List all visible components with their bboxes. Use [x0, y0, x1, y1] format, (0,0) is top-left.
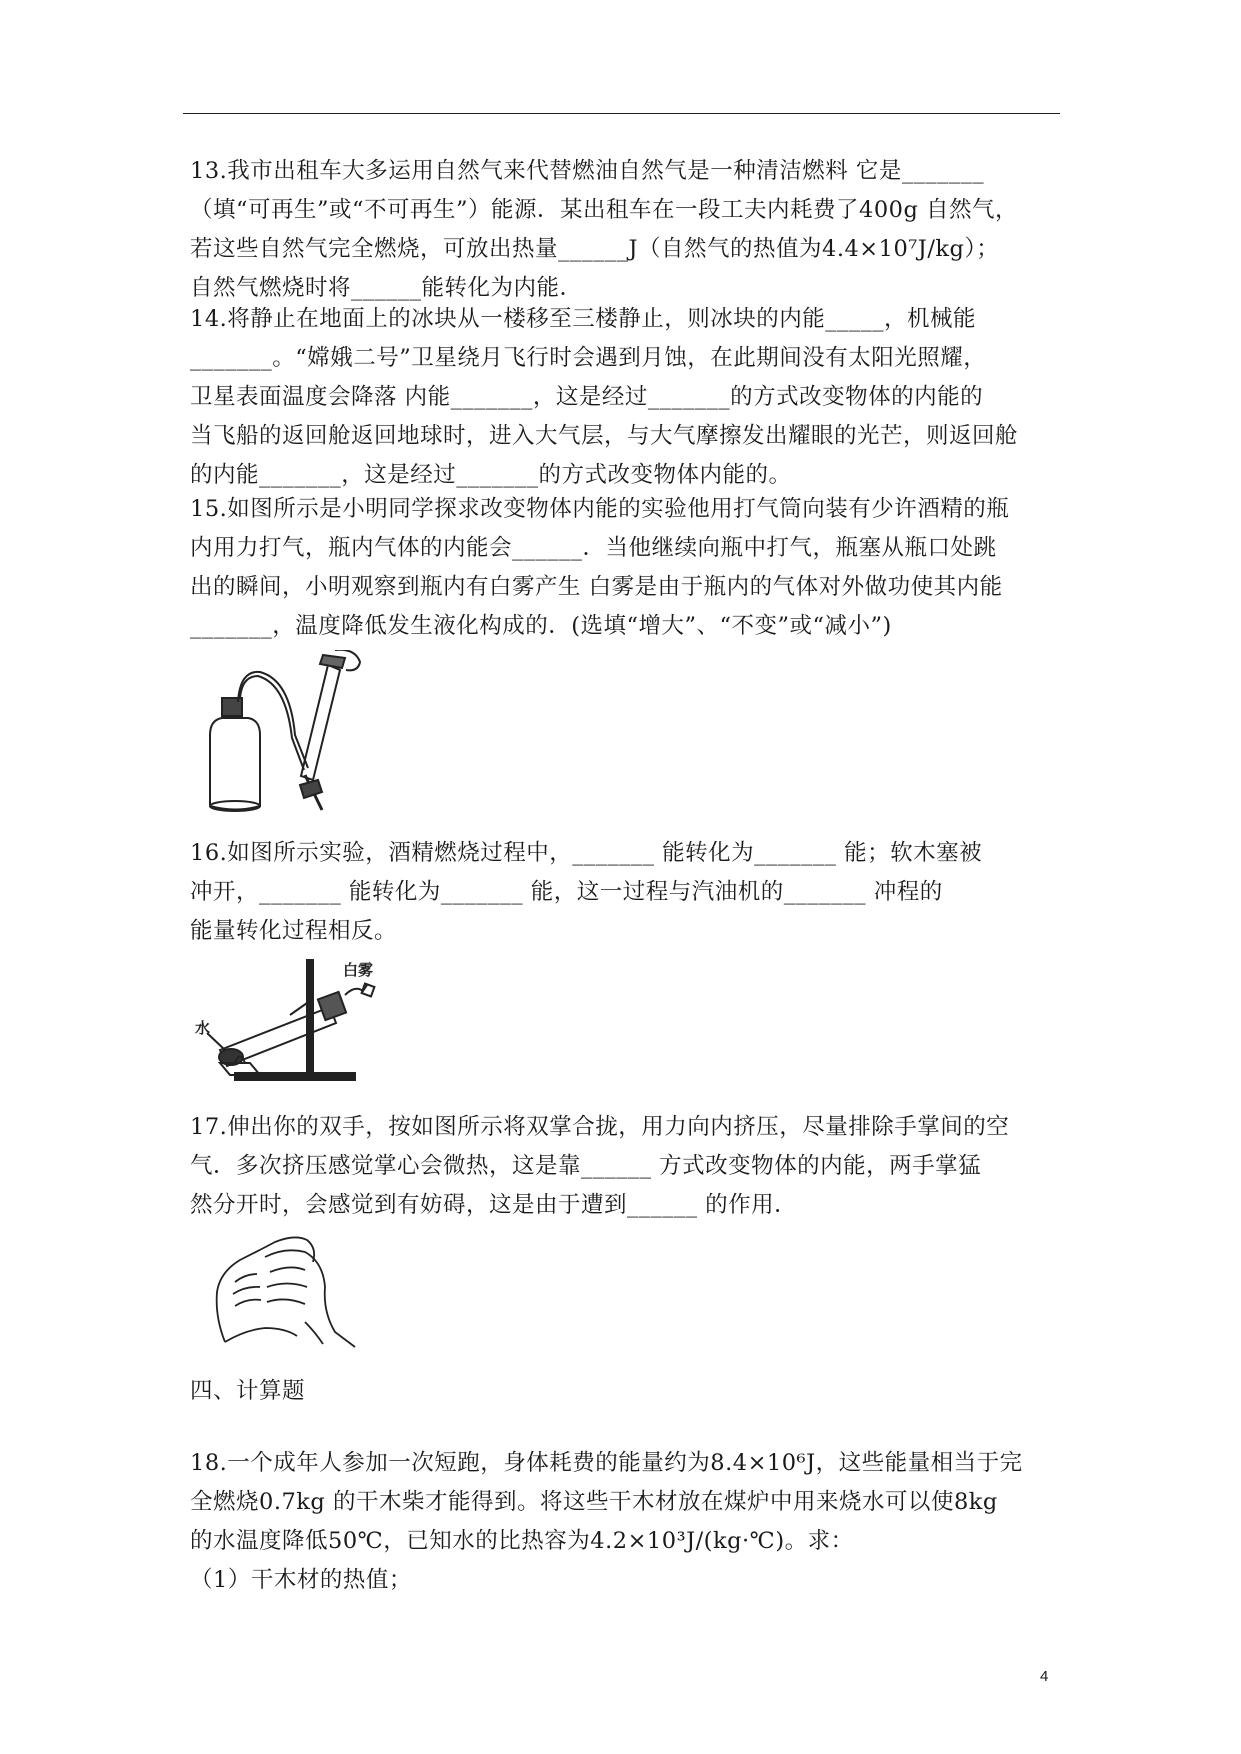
page-number: 4 — [1040, 1668, 1049, 1685]
header-rule — [183, 113, 1060, 114]
question-14 — [190, 300, 1090, 495]
question-13-line-3: 若这些自然气完全燃烧，可放出热量______J（自然气的热值为4.4×10⁷J/kg）； — [190, 236, 1000, 262]
question-15-line-4: _______，温度降低发生液化构成的．(选填“增大”、“不变”或“减小”) — [190, 613, 892, 639]
question-14-line-1: 14.将静止在地面上的冰块从一楼移至三楼静止，则冰块的内能_____，机械能 — [190, 306, 977, 332]
question-18 — [190, 1444, 1090, 1600]
question-14-line-3: 卫星表面温度会降落 内能_______，这是经过_______的方式改变物体的内能的 — [190, 384, 984, 410]
question-16-line-2: 冲开，_______ 能转化为_______ 能，这一过程与汽油机的_______ 冲程的 — [190, 879, 943, 905]
question-15-line-2: 内用力打气，瓶内气体的内能会______．当他继续向瓶中打气，瓶塞从瓶口处跳 — [190, 535, 997, 561]
question-18-line-1: 18.一个成年人参加一次短跑，身体耗费的能量约为8.4×10⁶J，这些能量相当于完 — [190, 1450, 1023, 1476]
question-18-line-2: 全燃烧0.7kg 的干木柴才能得到。将这些干木材放在煤炉中用来烧水可以使8kg — [190, 1489, 998, 1515]
question-16-line-1: 16.如图所示实验，酒精燃烧过程中，_______ 能转化为_______ 能；软木塞被 — [190, 840, 983, 866]
section-4 — [190, 1372, 1090, 1411]
question-18-line-3: 的水温度降低50℃，已知水的比热容为4.2×10³J/(kg·℃)。求： — [190, 1528, 854, 1554]
question-17-line-2: 气．多次挤压感觉掌心会微热，这是靠______ 方式改变物体的内能，两手掌猛 — [190, 1153, 982, 1179]
pump-bottle-figure — [200, 650, 370, 820]
question-15-line-3: 出的瞬间，小明观察到瓶内有白雾产生 白雾是由于瓶内的气体对外做功使其内能 — [190, 574, 1003, 600]
question-15 — [190, 490, 1090, 646]
question-18-line-4: （1）干木材的热值； — [190, 1567, 412, 1593]
question-14-line-4: 当飞船的返回舱返回地球时，进入大气层，与大气摩擦发出耀眼的光芒，则返回舱 — [190, 423, 1019, 449]
question-17 — [190, 1108, 1090, 1225]
question-16-line-3: 能量转化过程相反。 — [190, 918, 398, 944]
mist-label: 白雾 — [343, 962, 374, 979]
question-13 — [190, 152, 1090, 308]
question-14-line-2: _______。“嫦娥二号”卫星绕月飞行时会遇到月蚀，在此期间没有太阳光照耀， — [190, 345, 987, 371]
question-17-line-1: 17.伸出你的双手，按如图所示将双掌合拢，用力向内挤压，尽量排除手掌间的空 — [190, 1114, 1010, 1140]
question-13-line-4: 自然气燃烧时将______能转化为内能． — [190, 275, 583, 301]
question-17-line-3: 然分开时，会感觉到有妨碍，这是由于遭到______ 的作用． — [190, 1192, 798, 1218]
question-14-line-5: 的内能_______，这是经过_______的方式改变物体内能的。 — [190, 462, 792, 488]
question-15-line-1: 15.如图所示是小明同学探求改变物体内能的实验他用打气筒向装有少许酒精的瓶 — [190, 496, 1010, 522]
clasped-hands-figure — [205, 1232, 365, 1352]
test-tube-figure — [195, 955, 435, 1085]
question-13-line-2: （填“可再生”或“不可再生”）能源．某出租车在一段工夫内耗费了400g 自然气， — [190, 197, 1019, 223]
water-label: 水 — [195, 1020, 211, 1037]
section-4-title: 四、计算题 — [190, 1378, 306, 1404]
question-13-line-1: 13.我市出租车大多运用自然气来代替燃油自然气是一种清洁燃料 它是_______ — [190, 158, 985, 184]
question-16 — [190, 834, 1090, 951]
